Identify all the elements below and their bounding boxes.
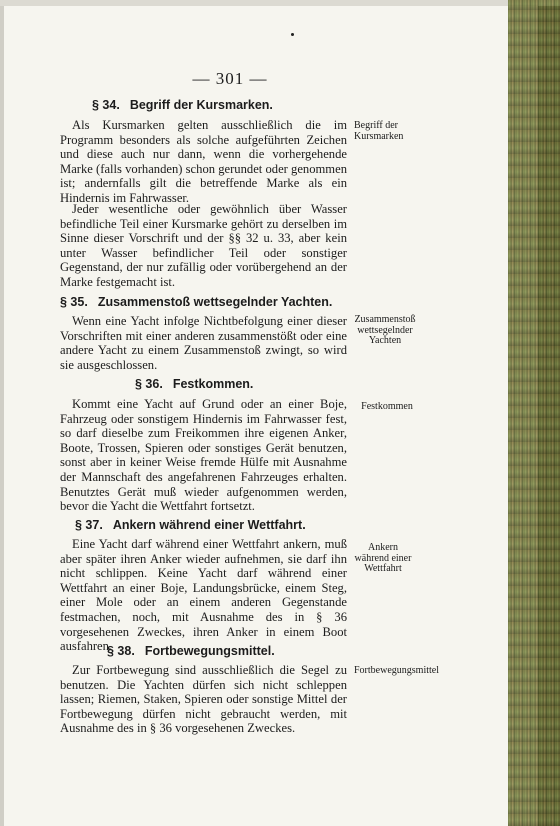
section-number: § 35.: [60, 295, 88, 309]
section-title: Zusammenstoß wettsegelnder Yachten.: [97, 295, 333, 309]
page-edge-shadow: [0, 0, 4, 826]
section-38-heading: [107, 644, 275, 658]
section-title: Festkommen.: [172, 377, 254, 391]
section-number: § 38.: [107, 644, 135, 658]
section-35-paragraph: Wenn eine Yacht infolge Nichtbefolgung einer dieser Vorschriften mit einer anderen zusammenstößt oder eine andere Yacht zu einem Zusammenstoß zwingt, so wird sie ausgeschlossen.: [60, 314, 347, 372]
section-title: Fortbewegungsmittel.: [144, 644, 275, 658]
section-35-heading: [60, 295, 332, 309]
section-34-margin-note: Begriff der Kursmarken: [354, 120, 404, 142]
section-35-margin-note: Zusammenstoß wettsegelnder Yachten: [354, 314, 416, 346]
section-37-margin-note: Ankern während einer Wettfahrt: [354, 542, 412, 574]
section-36-paragraph: Kommt eine Yacht auf Grund oder an einer Boje, Fahrzeug oder sonstigem Hindernis im Fahrwasser fest, so darf dieselbe zum Freikommen ihre eigenen Anker, Boote, Trossen, Spieren oder sonstiges Gerät benutzen, sonst aber in keiner Weise fremde Hülfe mit Ausnahme der Mannschaft des angefahrenen Fahrzeuges erhalten. Benutztes Gerät muß wieder aufgenommen werden, bevor die Yacht die Wettfahrt fortsetzt.: [60, 397, 347, 514]
book-binding-edge: [508, 0, 560, 826]
section-number: § 34.: [92, 98, 120, 112]
section-number: § 36.: [135, 377, 163, 391]
page-top-edge: [0, 0, 560, 6]
section-34-heading: [92, 98, 273, 112]
page-number: — 301 —: [192, 69, 268, 88]
section-number: § 37.: [75, 518, 103, 532]
section-38-margin-note: Fortbewegungsmittel: [354, 665, 439, 676]
section-title: Begriff der Kursmarken.: [129, 98, 273, 112]
section-36-margin-note: Festkommen: [361, 401, 413, 412]
section-36-heading: [135, 377, 253, 391]
section-37-paragraph: Eine Yacht darf während einer Wettfahrt ankern, muß aber später ihren Anker wieder aufnehmen, sie darf ihn nicht schlippen. Keine Yacht darf während einer Wettfahrt an einer Boje, Landungsbrücke, einem Steg, einer Mole oder an einem anderen Gegenstande festmachen, noch, mit Ausnahme des in § 36 vorgesehenen Zweckes, ihren Anker in einem Boot ausfahren.: [60, 537, 347, 654]
section-38-paragraph: Zur Fortbewegung sind ausschließlich die Segel zu benutzen. Die Yachten dürfen sich nicht schleppen lassen; Riemen, Staken, Spieren oder sonstige Mittel der Fortbewegung dürfen nicht gebraucht werden, mit Ausnahme des in § 36 vorgesehenen Zweckes.: [60, 663, 347, 736]
section-34-paragraph-2: Jeder wesentliche oder gewöhnlich über Wasser befindliche Teil einer Kursmarke gehört zu derselben im Sinne dieser Vorschrift und der §§ 32 u. 33, aber kein unter Wasser befindlicher Teil oder sonstiger Gegenstand, der nur zufällig oder vorübergehend an der Marke festgemacht ist.: [60, 202, 347, 289]
section-title: Ankern während einer Wettfahrt.: [112, 518, 306, 532]
section-34-paragraph-1: Als Kursmarken gelten ausschließlich die im Programm besonders als solche aufgeführten Zeichen und diese auch nur dann, wenn die vorhergehende Marke (falls vorhanden) schon gerundet oder genommen ist; andernfalls gilt die betreffende Marke als ein Hindernis im Fahrwasser.: [60, 118, 347, 205]
section-37-heading: [75, 518, 306, 532]
ink-speck: [291, 33, 294, 36]
